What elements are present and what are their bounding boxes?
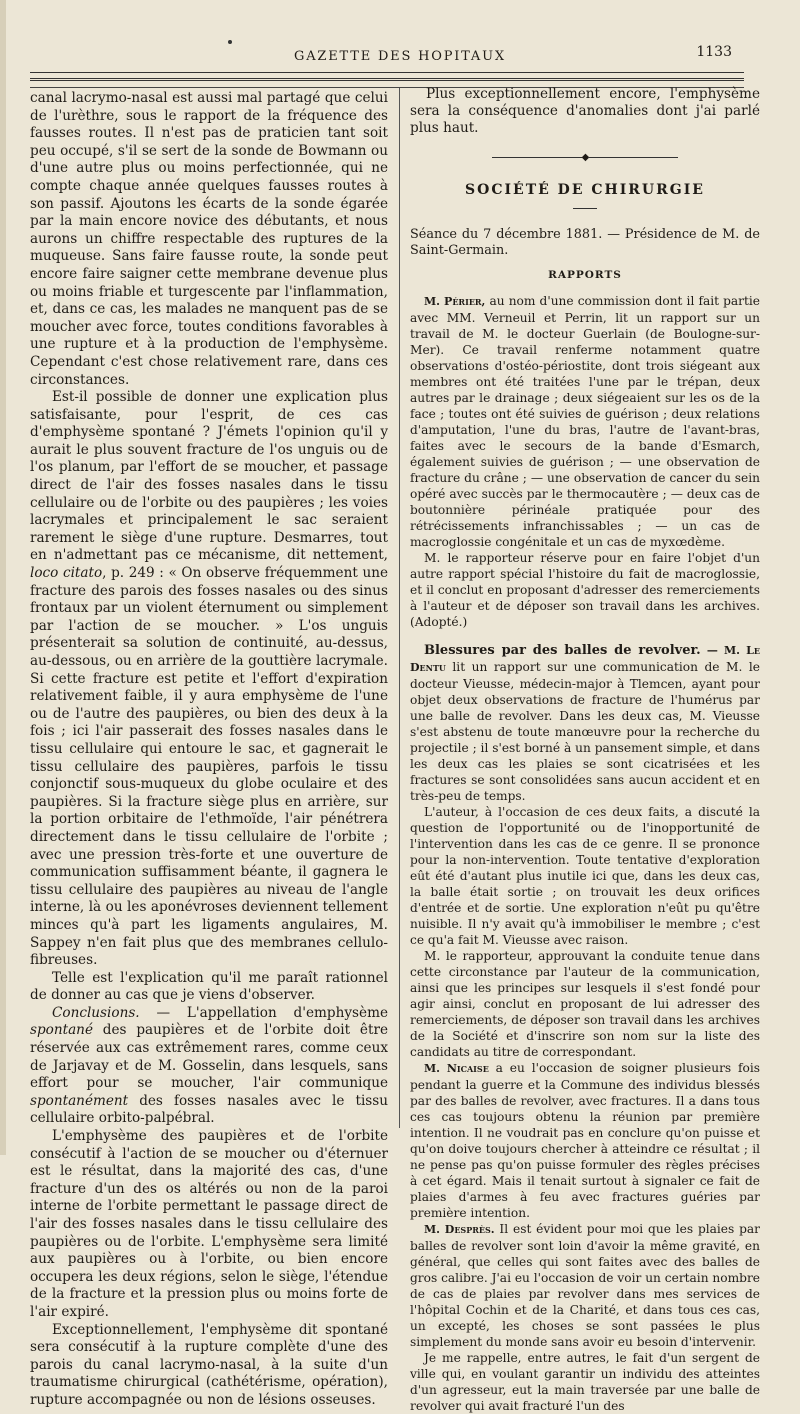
paragraph: Exceptionnellement, l'emphysème dit spontané sera consécutif à la rupture complète d'une des parois du canal lacrymo-nasal, à la suite d'un traumatisme chirurgical (cathétérisme, opération), rupture accompagnée ou non de lésions osseuses. xyxy=(30,1321,388,1408)
paragraph: L'auteur, à l'occasion de ces deux faits, a discuté la question de l'opportunité ou de l'inopportunité de l'intervention dans les cas de ce genre. Il se prononce pour la non-intervention. Toute tentative d'exploration eût été d'autant plus inutile ici que, dans les deux cas, la balle était sortie ; on trouvait les deux orifices d'entrée et de sortie. Une exploration n'eût pu qu'être nuisible. Il n'y avait qu'à immobiliser le membre ; c'est ce qu'a fait M. Vieusse avec raison. xyxy=(410,804,760,947)
paragraph: Telle est l'explication qu'il me paraît rationnel de donner au cas que je viens d'observer. xyxy=(30,969,388,1004)
page-fold-shadow xyxy=(0,0,6,1155)
subsection-title: RAPPORTS xyxy=(548,268,622,281)
section-title: SOCIÉTÉ DE CHIRURGIE xyxy=(465,181,705,198)
section-ornament: ◆ xyxy=(410,150,760,166)
header-double-rule xyxy=(30,78,744,81)
paragraph: M. le rapporteur réserve pour en faire l'objet d'un autre rapport spécial l'histoire du fait de macroglossie, et il conclut en proposant d'adresser des remerciements à l'auteur et de déposer son travail dans les archives. (Adopté.) xyxy=(410,550,760,629)
spacer xyxy=(410,630,760,642)
right-column xyxy=(410,86,760,1414)
running-title: GAZETTE DES HOPITAUX xyxy=(294,49,506,64)
session-line: Séance du 7 décembre 1881. — Présidence de M. de Saint-Germain. xyxy=(410,226,760,258)
paragraph: Plus exceptionnellement encore, l'emphysème sera la conséquence d'anomalies dont j'ai parlé plus haut. xyxy=(410,86,760,137)
paragraph: Blessures par des balles de revolver. — M. Le Dentu lit un rapport sur une communication de M. le docteur Vieusse, médecin-major à Tlemcen, ayant pour objet deux observations de fracture de l'humérus par une balle de revolver. Dans les deux cas, M. Vieusse s'est abstenu de toute manœuvre pour la recherche du projectile ; il s'est borné à un pansement simple, et dans les deux cas les plaies se sont cicatrisées et les fractures se sont consolidées sans aucun accident et en très-peu de temps. xyxy=(410,642,761,803)
column-divider xyxy=(399,88,400,1128)
paragraph: Est-il possible de donner une explication plus satisfaisante, pour l'esprit, de ces cas d'emphysème spontané ? J'émets l'opinion qu'il y aurait le plus souvent fracture de l'os unguis ou de l'os planum, par l'effort de se moucher, et passage direct de l'air des fosses nasales dans le tissu cellulaire ou de l'orbite ou des paupières ; les voies lacrymales et principalement le sac seraient rarement le siège d'une rupture. Desmarres, tout en n'admettant pas ce mécanisme, dit nettement, loco citato, p. 249 : « On observe fréquemment une fracture des parois des fosses nasales ou des sinus frontaux par un violent éternument ou simplement par l'action de se moucher. » L'os unguis présenterait sa solution de continuité, au-dessus, au-dessous, ou en arrière de la gouttière lacrymale. Si cette fracture est petite et l'effort d'expiration relativement faible, il y aura emphysème de l'une ou de l'autre des paupières, ou bien des deux à la fois ; ici l'air passerait des fosses nasales dans le tissu cellulaire qui entoure le sac, et gagnerait le tissu cellulaire des paupières, parfois le tissu conjonctif sous-muqueux du globe oculaire et des paupières. Si la fracture siège plus en arrière, sur la portion orbitaire de l'ethmoïde, l'air pénétrera directement dans le tissu cellulaire de l'orbite ; avec une pression très-forte et une ouverture de communication suffisamment béante, il gagnera le tissu cellulaire des paupières au niveau de l'angle interne, là ou les aponévroses deviennent tellement minces qu'à part les ligaments angulaires, M. Sappey n'en fait plus que des membranes cellulo-fibreuses. xyxy=(30,389,389,969)
page-number: 1133 xyxy=(696,44,732,60)
paragraph-conclusions: Conclusions. — L'appellation d'emphysème spontané des paupières et de l'orbite doit être réservée aux cas extrêmement rares, comme ceux de Jarjavay et de M. Gosselin, dans lesquels, sans effort pour se moucher, l'air communique spontanément des fosses nasales avec le tissu cellulaire orbito-palpébral. xyxy=(30,1004,388,1127)
paragraph: M. le rapporteur, approuvant la conduite tenue dans cette circonstance par l'auteur de la communication, ainsi que les principes sur lesquels il s'est fondé pour agir ainsi, conclut en proposant de lui adresser des remerciements, de déposer son travail dans les archives de la Société et d'inscrire son nom sur la liste des candidats au titre de correspondant. xyxy=(410,948,760,1059)
printer-dot xyxy=(228,40,232,44)
short-rule xyxy=(573,208,597,209)
paragraph: canal lacrymo-nasal est aussi mal partagé que celui de l'urèthre, sous le rapport de la fréquence des fausses routes. Il n'est pas de praticien tant soit peu occupé, s'il se sert de la sonde de Bowmann ou d'une autre plus ou moins perfectionnée, qui ne compte chaque année quelques fausses routes à son passif. Ajoutons les écarts de la sonde égarée par la main encore novice des débutants, et nous aurons un chiffre respectable des ruptures de la muqueuse. Sans faire fausse route, la sonde peut encore faire saigner cette membrane devenue plus ou moins friable et turgescente par l'inflammation, et, dans ce cas, les malades ne manquent pas de se moucher avec force, toutes conditions favorables à une rupture et à la production de l'emphysème. Cependant c'est chose relativement rare, dans ces circonstances. xyxy=(30,90,388,388)
left-column xyxy=(30,90,388,1410)
paragraph: Je me rappelle, entre autres, le fait d'un sergent de ville qui, en voulant garantir un individu des atteintes d'un agresseur, eut la main traversée par une balle de revolver qui avait fracturé l'un des xyxy=(410,1350,760,1413)
paragraph: M. Desprès. Il est évident pour moi que les plaies par balles de revolver sont loin d'avoir la même gravité, en général, que celles qui sont faites avec des balles de gros calibre. J'ai eu l'occasion de voir un certain nombre de cas de plaies par revolver dans mes services de l'hôpital Cochin et de la Charité, et dans tous ces cas, un excepté, les choses se sont passées le plus simplement du monde sans avoir eu besoin d'intervenir. xyxy=(410,1221,761,1349)
paragraph: L'emphysème des paupières et de l'orbite consécutif à l'action de se moucher ou d'éternuer est le résultat, dans la majorité des cas, d'une fracture d'un des os altérés ou non de la paroi interne de l'orbite permettant le passage direct de l'air des fosses nasales dans le tissu cellulaire des paupières ou de l'orbite. L'emphysème sera limité aux paupières ou à l'orbite, ou bien encore occupera les deux régions, selon le siège, l'étendue de la fracture et la pression plus ou moins forte de l'air expiré. xyxy=(30,1128,388,1320)
header-rule xyxy=(30,72,744,73)
paragraph: M. Nicaise a eu l'occasion de soigner plusieurs fois pendant la guerre et la Commune des individus blessés par des balles de revolver, avec fractures. Il a dans tous ces cas toujours obtenu la réunion par première intention. Il ne voudrait pas en conclure qu'on puisse et qu'on doive toujours chercher à atteindre ce résultat ; il ne pense pas qu'on puisse formuler des règles précises à cet égard. Mais il tenait surtout à signaler ce fait de plaies d'armes à feu avec fractures guéries par première intention. xyxy=(410,1060,761,1220)
paragraph: M. Périer, au nom d'une commission dont il fait partie avec MM. Verneuil et Perrin, lit un rapport sur un travail de M. le docteur Guerlain (de Boulogne-sur-Mer). Ce travail renferme notamment quatre observations d'ostéo-périostite, dont trois siégeant aux membres ont été traitées l'une par le trépan, deux autres par le drainage ; deux siégeaient sur les os de la face ; toutes ont été suivies de guérison ; deux relations d'amputation, l'une du bras, l'autre de l'avant-bras, faites avec le secours de la bande d'Esmarch, également suivies de guérison ; — une observation de fracture du crâne ; — une observation de cancer du sein opéré avec succès par le thermocautère ; — deux cas de boutonnière périnéale pratiquée pour des rétrécissements infranchissables ; — un cas de macroglossie congénitale et un cas de myxœdème. xyxy=(410,293,761,549)
